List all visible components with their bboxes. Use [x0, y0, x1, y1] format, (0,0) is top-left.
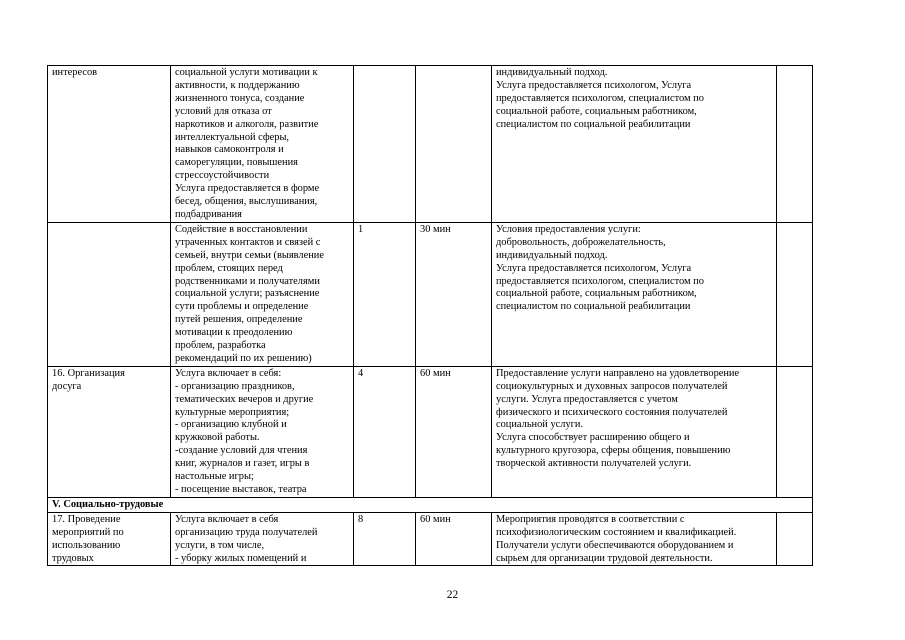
- cell-text-line: 30 мин: [420, 223, 451, 235]
- cell-text-line: бесед, общения, выслушивания,: [175, 196, 318, 208]
- cell-text-line: Услуга включает в себя: [175, 513, 279, 525]
- cell-text-line: 60 мин: [420, 367, 451, 379]
- cell-text-line: физического и психического состояния получателей: [496, 406, 728, 418]
- quantity-cell: [354, 512, 416, 566]
- section-title: V. Социально-трудовые: [48, 497, 813, 512]
- conditions-cell: [492, 512, 777, 566]
- cell-text-line: активности, к поддержанию: [175, 79, 300, 91]
- cell-text-line: стрессоустойчивости: [175, 170, 270, 182]
- cell-text-line: проблем, разработка: [175, 340, 266, 352]
- cell-text-line: досуга: [52, 380, 82, 392]
- cell-text-line: услуги, в том числе,: [175, 539, 265, 551]
- conditions-cell: [492, 222, 777, 366]
- cell-text-line: жизненного тонуса, создание: [175, 92, 305, 104]
- cell-text-line: саморегуляции, повышения: [175, 157, 298, 169]
- cell-text-line: социальной услуги мотивации к: [175, 67, 318, 78]
- cell-text-line: социокультурных и духовных запросов получателей: [496, 380, 728, 392]
- service-description-cell: [171, 512, 354, 566]
- duration-cell: [416, 512, 492, 566]
- cell-text-line: подбадривания: [175, 208, 242, 220]
- cell-text-line: трудовых: [52, 552, 94, 564]
- cell-text-line: Предоставление услуги направлено на удовлетворение: [496, 367, 740, 379]
- quantity-cell: [354, 366, 416, 497]
- cell-text-line: утраченных контактов и связей с: [175, 236, 321, 248]
- cell-text-line: сырьем для организации трудовой деятельности.: [496, 552, 713, 564]
- notes-cell: [777, 512, 813, 566]
- page-number: 22: [446, 589, 459, 601]
- cell-text-line: психофизиологическим состоянием и квалификацией.: [496, 526, 737, 538]
- cell-text-line: сути проблемы и определение: [175, 301, 309, 313]
- cell-text-line: индивидуальный подход.: [496, 249, 608, 261]
- cell-text-line: -создание условий для чтения: [175, 445, 308, 457]
- cell-text-line: настольные игры;: [175, 471, 254, 483]
- cell-text-line: Услуга предоставляется психологом, Услуга: [496, 262, 692, 274]
- service-name-cell: [48, 222, 171, 366]
- cell-text-line: Содействие в восстановлении: [175, 223, 308, 235]
- cell-text-line: социальной работе, социальным работником,: [496, 105, 697, 117]
- cell-text-line: предоставляется психологом, специалистом по: [496, 92, 704, 104]
- quantity-cell: [354, 222, 416, 366]
- cell-text-line: семьей, внутри семьи (выявление: [175, 249, 324, 261]
- service-name-cell: [48, 66, 171, 223]
- cell-text-line: социальной услуги.: [496, 419, 584, 431]
- cell-text-line: 16. Организация: [52, 367, 125, 379]
- cell-text-line: Мероприятия проводятся в соответствии с: [496, 513, 685, 525]
- cell-text-line: - организацию праздников,: [175, 380, 295, 392]
- cell-text-line: проблем, стоящих перед: [175, 262, 283, 274]
- cell-text-line: Услуга предоставляется в форме: [175, 183, 320, 195]
- cell-text-line: Условия предоставления услуги:: [496, 223, 641, 235]
- cell-text-line: Услуга включает в себя:: [175, 367, 282, 379]
- cell-text-line: мероприятий по: [52, 526, 124, 538]
- cell-text-line: специалистом по социальной реабилитации: [496, 301, 691, 313]
- service-description-cell: [171, 222, 354, 366]
- cell-text-line: интересов: [52, 67, 98, 78]
- conditions-cell: [492, 66, 777, 223]
- duration-cell: [416, 66, 492, 223]
- cell-text-line: услуги. Услуга предоставляется с учетом: [496, 393, 678, 405]
- cell-text-line: кружковой работы.: [175, 432, 260, 444]
- cell-text-line: социальной работе, социальным работником,: [496, 288, 697, 300]
- service-name-cell: [48, 366, 171, 497]
- table-row: [48, 366, 813, 497]
- notes-cell: [777, 222, 813, 366]
- cell-text-line: организацию труда получателей: [175, 526, 318, 538]
- services-table: [47, 65, 813, 566]
- cell-text-line: индивидуальный подход.: [496, 67, 608, 78]
- cell-text-line: мотивации к преодолению: [175, 327, 293, 339]
- table-row: [48, 66, 813, 223]
- service-description-cell: [171, 366, 354, 497]
- cell-text-line: 8: [358, 513, 364, 525]
- cell-text-line: культурные мероприятия;: [175, 406, 290, 418]
- conditions-cell: [492, 366, 777, 497]
- cell-text-line: условий для отказа от: [175, 105, 272, 117]
- notes-cell: [777, 66, 813, 223]
- cell-text-line: - уборку жилых помещений и: [175, 552, 307, 564]
- cell-text-line: 4: [358, 367, 364, 379]
- cell-text-line: наркотиков и алкоголя, развитие: [175, 118, 319, 130]
- cell-text-line: 60 мин: [420, 513, 451, 525]
- table-row: [48, 222, 813, 366]
- cell-text-line: - организацию клубной и: [175, 419, 287, 431]
- cell-text-line: тематических вечеров и другие: [175, 393, 314, 405]
- quantity-cell: [354, 66, 416, 223]
- duration-cell: [416, 222, 492, 366]
- cell-text-line: рекомендаций по их решению): [175, 352, 312, 364]
- cell-text-line: использованию: [52, 539, 121, 551]
- cell-text-line: навыков самоконтроля и: [175, 144, 284, 156]
- cell-text-line: - посещение выставок, театра: [175, 484, 307, 495]
- cell-text-line: 17. Проведение: [52, 513, 121, 525]
- service-description-cell: [171, 66, 354, 223]
- cell-text-line: творческой активности получателей услуги.: [496, 458, 692, 470]
- cell-text-line: культурного кругозора, сферы общения, повышению: [496, 445, 731, 457]
- table-row: [48, 512, 813, 566]
- cell-text-line: Получатели услуги обеспечиваются оборудованием и: [496, 539, 734, 551]
- cell-text-line: Услуга предоставляется психологом, Услуга: [496, 79, 692, 91]
- cell-text-line: специалистом по социальной реабилитации: [496, 118, 691, 130]
- service-name-cell: [48, 512, 171, 566]
- cell-text-line: 1: [358, 223, 364, 235]
- notes-cell: [777, 366, 813, 497]
- section-header-row: [48, 497, 813, 512]
- cell-text-line: интеллектуальной сферы,: [175, 131, 290, 143]
- cell-text-line: социальной услуги; разъяснение: [175, 288, 320, 300]
- duration-cell: [416, 366, 492, 497]
- cell-text-line: путей решения, определение: [175, 314, 303, 326]
- cell-text-line: книг, журналов и газет, игры в: [175, 458, 310, 470]
- cell-text-line: родственниками и получателями: [175, 275, 320, 287]
- cell-text-line: Услуга способствует расширению общего и: [496, 432, 690, 444]
- cell-text-line: добровольность, доброжелательность,: [496, 236, 666, 248]
- cell-text-line: предоставляется психологом, специалистом по: [496, 275, 704, 287]
